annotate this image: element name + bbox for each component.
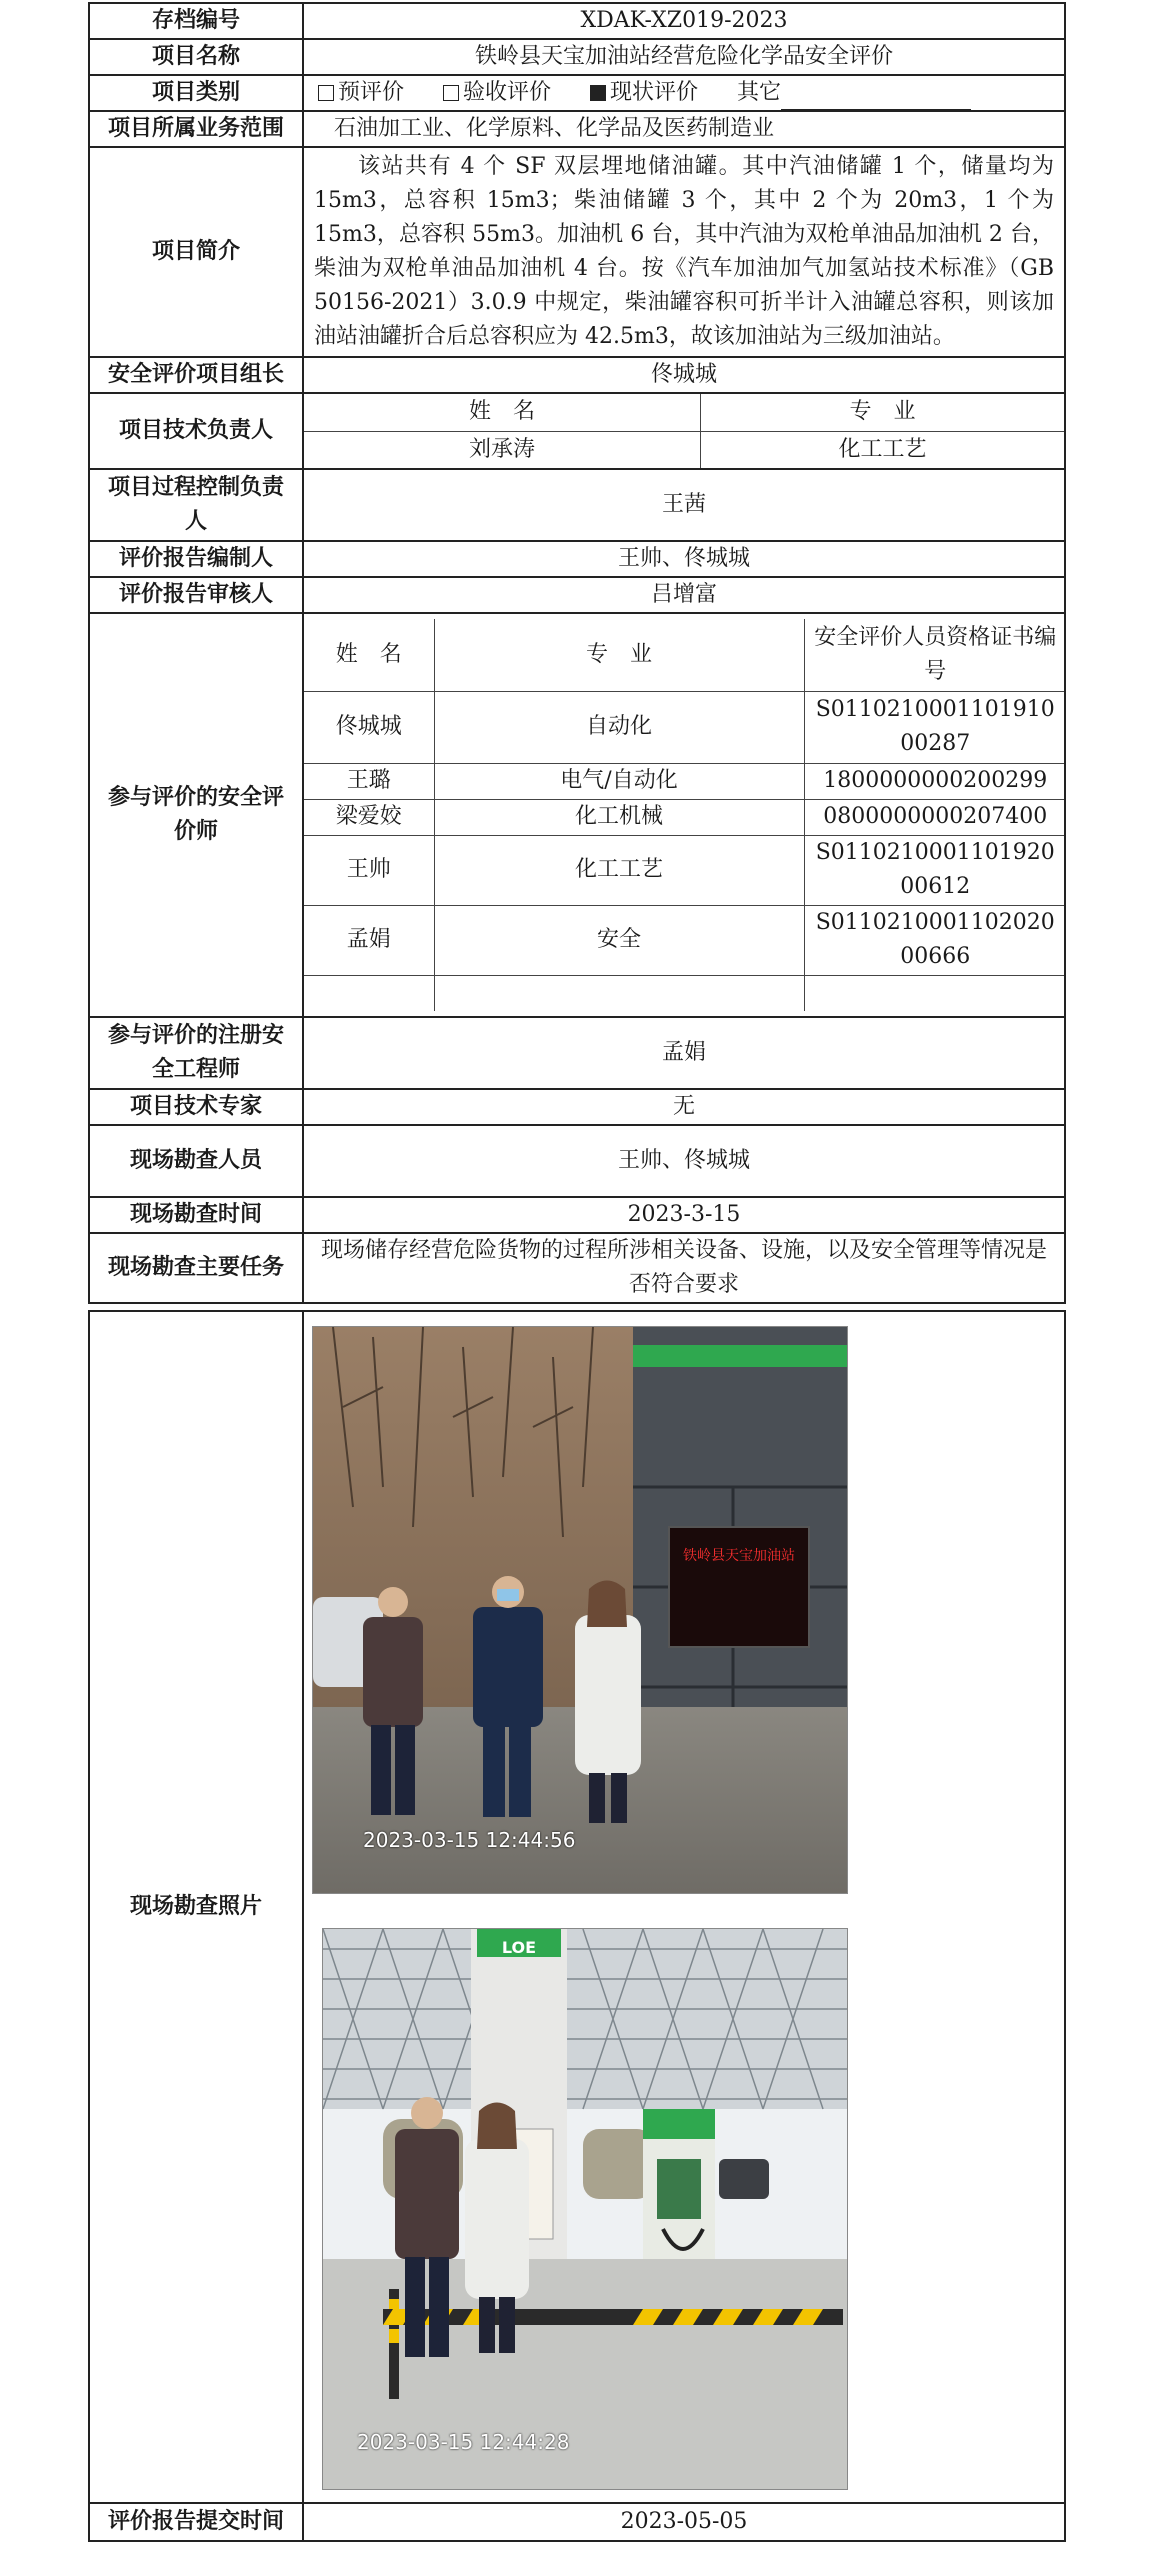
tech-lead-table [304,394,1064,468]
evaluators-header-major: 专 业 [434,619,804,691]
row-report-reviewer [89,577,1065,613]
row-archive-no [89,3,1065,39]
category-options [303,75,1065,111]
option-acceptance-evaluation[interactable] [443,80,551,105]
other-blank-line [781,87,971,110]
evaluators-label: 参与评价的安全评价师 [89,613,303,1017]
tech-lead-label: 项目技术负责人 [89,393,303,469]
evaluators-table [304,619,1066,1011]
intro-label: 项目简介 [89,147,303,357]
submit-time-label: 评价报告提交时间 [89,2503,303,2541]
evaluator-cert: 1800000000200299 [804,763,1066,799]
empty-cell [804,975,1066,1011]
photo-2-timestamp: 2023-03-15 12:44:28 [357,2430,570,2454]
evaluator-name: 佟城城 [304,691,434,763]
engineer-label: 参与评价的注册安全工程师 [89,1017,303,1089]
row-inspection-time [89,1197,1065,1233]
option-label: 现状评价 [610,80,699,105]
row-category [89,75,1065,111]
site-photo-2 [322,1928,848,2490]
report-reviewer-label: 评价报告审核人 [89,577,303,613]
tech-lead-header-name: 姓 名 [304,394,701,431]
row-report-author [89,541,1065,577]
photos-cell [303,1311,1065,2503]
checkbox-icon[interactable] [443,85,459,101]
team-leader-label: 安全评价项目组长 [89,357,303,393]
evaluator-major: 化工工艺 [434,835,804,905]
evaluator-cert: S011021000110202000666 [804,905,1066,975]
evaluators-header-cert: 安全评价人员资格证书编号 [804,619,1066,691]
process-lead-value: 王茜 [303,469,1065,541]
row-project-name [89,39,1065,75]
table-row-empty [304,975,1066,1011]
project-name-value: 铁岭县天宝加油站经营危险化学品安全评价 [303,39,1065,75]
evaluator-name: 梁爱姣 [304,799,434,835]
row-evaluators [89,613,1065,1017]
table-row [304,799,1066,835]
photo-1-timestamp: 2023-03-15 12:44:56 [363,1828,576,1852]
inspection-time-value: 2023-3-15 [303,1197,1065,1233]
evaluator-major: 化工机械 [434,799,804,835]
option-status-evaluation[interactable] [590,80,698,105]
evaluator-name: 孟娟 [304,905,434,975]
evaluator-name: 王帅 [304,835,434,905]
evaluator-major: 电气/自动化 [434,763,804,799]
row-intro [89,147,1065,357]
expert-label: 项目技术专家 [89,1089,303,1125]
evaluator-major: 自动化 [434,691,804,763]
tech-lead-name: 刘承涛 [304,431,701,468]
evaluator-name: 王璐 [304,763,434,799]
site-photo-1 [312,1326,848,1894]
process-lead-label: 项目过程控制负责人 [89,469,303,541]
expert-value: 无 [303,1089,1065,1125]
category-label: 项目类别 [89,75,303,111]
evaluators-header-name: 姓 名 [304,619,434,691]
row-process-lead [89,469,1065,541]
led-sign-text: 铁岭县天宝加油站 [683,1548,795,1564]
row-submit-time [89,2503,1065,2541]
table-row [304,905,1066,975]
evaluator-major: 安全 [434,905,804,975]
tech-lead-major: 化工工艺 [701,431,1065,468]
table-row [304,763,1066,799]
business-scope-value: 石油加工业、化学原料、化学品及医药制造业 [303,111,1065,147]
row-inspectors [89,1125,1065,1197]
row-inspection-task [89,1233,1065,1303]
intro-value: 该站共有 4 个 SF 双层埋地储油罐。其中汽油储罐 1 个，储量均为 15m3，总容积 15m3；柴油储罐 3 个，其中 2 个为 20m3，1 个为 15m3，总容积 55m3。加油机 6 台，其中汽油为双枪单油品加油机 2 台，柴油为双枪单油品加油机 4 台。按《汽车加油加气加氢站技术标准》（GB 50156-2021）3.0.9 中规定，柴油罐容积可折半计入油罐总容积，则该加油站油罐折合后总容积应为 42.5m3，故该加油站为三级加油站。 [303,147,1065,357]
tech-lead-grid [303,393,1065,469]
report-author-value: 王帅、佟城城 [303,541,1065,577]
engineer-value: 孟娟 [303,1017,1065,1089]
tech-lead-header-major: 专 业 [701,394,1065,431]
inspectors-value: 王帅、佟城城 [303,1125,1065,1197]
canopy-sign-text: LOE [501,1938,537,1957]
evaluator-cert: S011021000110192000612 [804,835,1066,905]
empty-cell [304,975,434,1011]
archive-no-label: 存档编号 [89,3,303,39]
checked-checkbox-icon[interactable] [590,85,606,101]
inspectors-label: 现场勘查人员 [89,1125,303,1197]
table-row [304,691,1066,763]
option-label: 预评价 [338,80,405,105]
row-photos [89,1311,1065,2503]
archive-no-value: XDAK-XZ019-2023 [303,3,1065,39]
row-business-scope [89,111,1065,147]
option-other-label: 其它 [737,80,782,105]
submit-time-value: 2023-05-05 [303,2503,1065,2541]
site-photo-1-image [313,1327,847,1893]
evaluator-cert: S011021000110191000287 [804,691,1066,763]
evaluation-record-sheet [88,2,1064,2542]
record-table [88,2,1066,1304]
site-photo-2-image [323,1929,847,2489]
photos-label: 现场勘查照片 [89,1311,303,2503]
option-pre-evaluation[interactable] [318,80,404,105]
report-reviewer-value: 吕增富 [303,577,1065,613]
inspection-task-value: 现场储存经营危险货物的过程所涉相关设备、设施，以及安全管理等情况是否符合要求 [303,1233,1065,1303]
team-leader-value: 佟城城 [303,357,1065,393]
table-row [304,835,1066,905]
project-name-label: 项目名称 [89,39,303,75]
checkbox-icon[interactable] [318,85,334,101]
row-tech-lead [89,393,1065,469]
inspection-time-label: 现场勘查时间 [89,1197,303,1233]
photo-table [88,1310,1066,2542]
option-label: 验收评价 [463,80,552,105]
row-expert [89,1089,1065,1125]
option-other [737,80,971,105]
business-scope-label: 项目所属业务范围 [89,111,303,147]
inspection-task-label: 现场勘查主要任务 [89,1233,303,1303]
empty-cell [434,975,804,1011]
report-author-label: 评价报告编制人 [89,541,303,577]
evaluators-grid [303,613,1065,1017]
row-team-leader [89,357,1065,393]
evaluator-cert: 0800000000207400 [804,799,1066,835]
row-engineer [89,1017,1065,1089]
